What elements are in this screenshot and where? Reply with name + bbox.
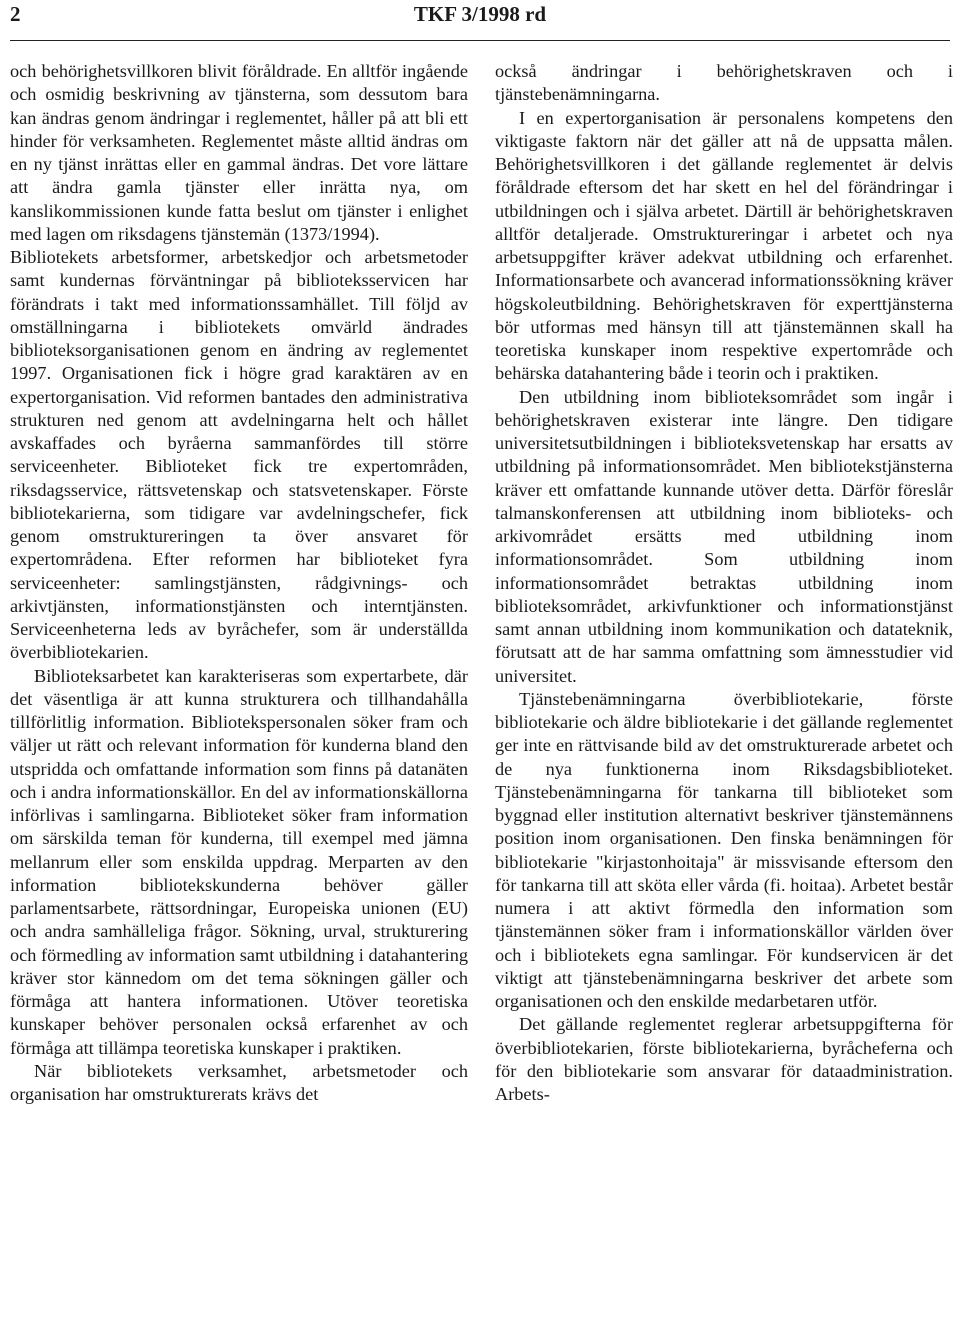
page-header	[10, 2, 950, 32]
right-column	[495, 60, 953, 1332]
paragraph: och behörighetsvillkoren blivit föråldrade. En alltför ingående och osmidig beskrivning av tjänsterna, som dessutom bara kan ändras genom ändringar i reglementet, håller på att bli ett hinder för verksamheten. Reglementet måste alltid ändras om en ny tjänst inrättas eller en gammal ändras. Det vore lättare att ändra gamla tjänster eller inrätta nya, om kanslikommissionen kunde fatta beslut om tjänster i enlighet med lagen om riksdagens tjänstemän (1373/1994).	[10, 61, 468, 244]
paragraph: Biblioteksarbetet kan karakteriseras som expertarbete, där det väsentliga är att kunna strukturera och tillhandahålla tillförlitlig information. Bibliotekspersonalen söker fram och väljer ut rätt och relevant information för kunderna bland den utspridda och omfattande information som finns på datanäten och i andra informationskällor. En del av informationskällorna införlivas i samlingarna. Biblioteket söker fram information om särskilda teman för kunderna, till exempel med jämna mellanrum eller som enskilda uppdrag. Merparten av den information bibliotekskunderna behöver gäller parlamentsarbete, rättsordningar, Europeiska unionen (EU) och andra samhälleliga frågor. Sökning, urval, strukturering och förmedling av information samt utbildning i datahantering kräver stor kännedom om det tema sökningen gäller och förmåga att hantera informationen. Utöver teoretiska kunskaper behöver personalen också erfarenhet av och förmåga att tillämpa teoretiska kunskaper i praktiken.	[10, 665, 468, 1058]
paragraph: I en expertorganisation är personalens kompetens den viktigaste faktorn när det gäller att nå de uppsatta målen. Behörighetsvillkoren i det gällande reglementet är delvis föråldrade eftersom det har skett en hel del förändringar i utbildningen och i själva arbetet. Därtill är behörighetskraven alltför detaljerade. Omstruktureringar i arbetet och nya arbetsuppgifter kräver adekvat utbildning och erfarenhet. Informationsarbete och avancerad informationssökning kräver högskoleutbildning. Behörighetskraven för experttjänsterna bör utformas med hänsyn till att tjänstemännen skall ha teoretiska kunskaper inom respektive expertområde och behärska datahantering både i teorin och i praktiken.	[495, 107, 953, 384]
paragraph: Tjänstebenämningarna överbibliotekarie, förste bibliotekarie och äldre bibliotekarie i det gällande reglementet ger inte en rättvisande bild av det omstrukturerade arbetet och de nya funktionerna inom Riksdagsbiblioteket. Tjänstebenämningarna för tankarna till biblioteket som byggnad eller institution alternativt beskriver tjänstemännens position inom organisationen. Den finska benämningen för bibliotekarie "kirjastonhoitaja" är missvisande eftersom den för tankarna till att sköta eller vårda (fi. hoitaa). Arbetet består numera i att aktivt förmedla den information som tjänstemännen söker fram i informationskällor världen över och i bibliotekets egna samlingar. För kundservicen är det viktigt att tjänstebenämningarna beskriver det arbete som organisationen och den enskilde medarbetaren utför.	[495, 688, 953, 1011]
paragraph: också ändringar i behörighetskraven och i tjänstebenämningarna.	[495, 61, 953, 105]
left-column	[10, 60, 468, 1332]
paragraph: När bibliotekets verksamhet, arbetsmetoder och organisation har omstrukturerats krävs det	[10, 1060, 468, 1104]
paragraph: Det gällande reglementet reglerar arbetsuppgifterna för överbibliotekarien, förste bibliotekarierna, byråcheferna och för den bibliotekarie som ansvarar för dataadministration. Arbets-	[495, 1014, 953, 1104]
page-number: 2	[10, 2, 21, 26]
paragraph: Bibliotekets arbetsformer, arbetskedjor och arbetsmetoder samt kundernas förväntningar på biblioteksservicen har förändrats i takt med informationssamhället. Till följd av omställningarna i bibliotekets omvärld ändrades biblioteksorganisationen genom en ändring av reglementet 1997. Organisationen fick i högre grad karaktären av en expertorganisation. Vid reformen bantades den administrativa strukturen ned genom att avdelningarna helt och hållet avskaffades och byråerna sammanfördes till större serviceenheter. Biblioteket fick tre expertområden, riksdagsservice, rättsvetenskap och statsvetenskaper. Förste bibliotekarierna, som tidigare var avdelningschefer, fick genom omstruktureringen ta över ansvaret för expertområdena. Efter reformen har biblioteket fyra serviceenheter: samlingstjänsten, rådgivnings- och arkivtjänsten, informationstjänsten och interntjänsten. Serviceenheterna leds av byråchefer, som är underställda överbibliotekarien.	[10, 247, 468, 663]
running-title: TKF 3/1998 rd	[413, 2, 547, 26]
paragraph: Den utbildning inom biblioteksområdet som ingår i behörighetskraven existerar inte längre. Den tidigare universitetsutbildningen i biblioteksvetenskap har ersatts av utbildning på informationsområdet. Men bibliotekstjänsterna kräver ett omfattande kunnande utöver detta. Därför föreslår talmanskonferensen att utbildning inom biblioteks- och arkivområdet ersätts med utbildning inom informationsområdet. Som utbildning inom informationsområdet betraktas utbildning inom biblioteksområdet, arkivfunktioner och informationstjänst samt annan utbildning inom kommunikation och datateknik, förutsatt att de har samma omfattning som ämnesstudier vid universitet.	[495, 386, 953, 686]
header-rule	[10, 40, 950, 41]
